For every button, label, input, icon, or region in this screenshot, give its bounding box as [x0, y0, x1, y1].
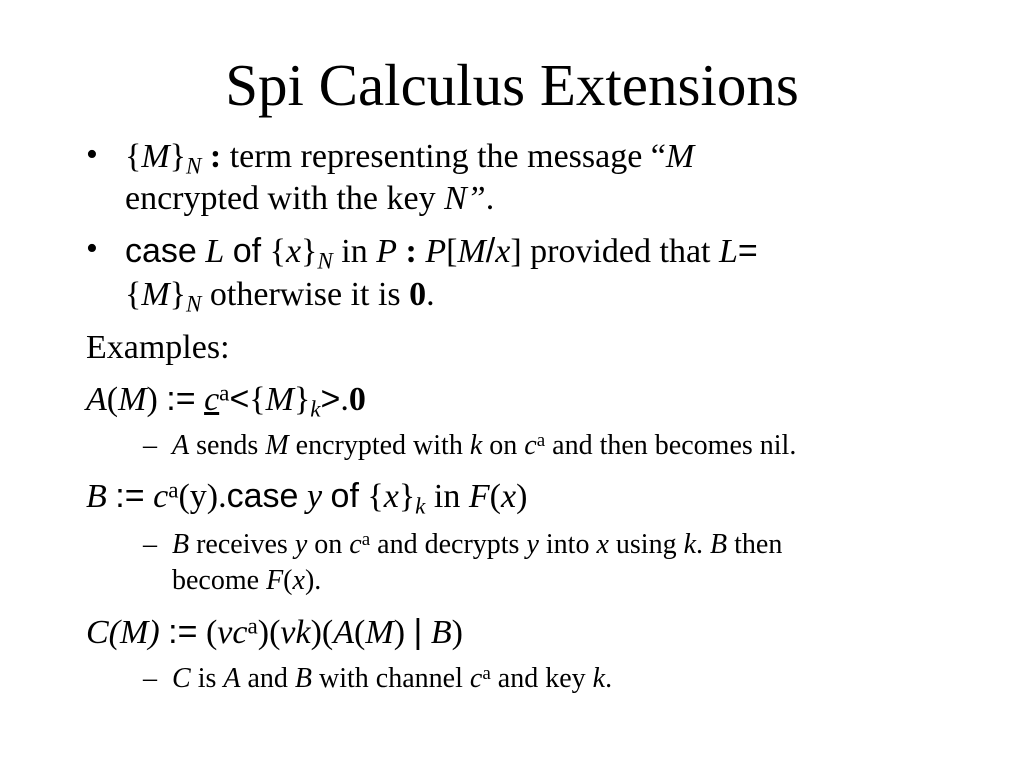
- text-run: k: [683, 529, 697, 560]
- text-run: sends: [189, 430, 266, 461]
- text-run: y: [526, 529, 539, 560]
- text-run: M: [457, 233, 486, 270]
- text-run: M: [265, 430, 289, 461]
- text-run: .: [485, 180, 495, 217]
- text-run: otherwise it is: [201, 276, 410, 313]
- text-run: case: [226, 477, 299, 515]
- text-run: }: [398, 478, 416, 515]
- text-run: (: [283, 565, 293, 596]
- text-run: [201, 138, 210, 175]
- text-run: ): [393, 614, 414, 651]
- text-run: A: [333, 614, 355, 651]
- text-run: a: [361, 529, 371, 551]
- text-run: become: [172, 565, 267, 596]
- text-run: }: [293, 381, 311, 418]
- text-run: <: [229, 380, 250, 418]
- text-run: }: [169, 138, 186, 175]
- text-run: C: [172, 663, 191, 694]
- text-run: C(M): [86, 614, 160, 651]
- description-b-line1: [172, 527, 782, 563]
- text-run: receives: [189, 529, 295, 560]
- text-run: M: [365, 614, 394, 651]
- text-run: B: [710, 529, 728, 560]
- text-run: ).: [304, 565, 322, 596]
- text-run: [224, 233, 233, 270]
- text-run: |: [413, 613, 423, 651]
- text-run: [397, 233, 406, 270]
- text-run: a: [168, 477, 179, 504]
- bullet2-line1: [125, 230, 758, 273]
- text-run: [: [446, 233, 458, 270]
- description-a: [172, 428, 796, 464]
- bullet-glyph: •: [86, 230, 98, 267]
- text-run: B: [86, 478, 107, 515]
- text-run: 0: [409, 276, 427, 313]
- text-run: B: [294, 663, 313, 694]
- text-run: 0: [348, 381, 366, 418]
- text-run: on: [482, 430, 525, 461]
- text-run: with channel: [312, 663, 470, 694]
- text-run: and decrypts: [370, 529, 527, 560]
- text-run: Examples:: [86, 329, 230, 366]
- text-run: x: [285, 233, 302, 270]
- description-b-line2: [172, 563, 321, 599]
- text-run: [298, 478, 307, 515]
- text-run: :=: [166, 380, 196, 418]
- text-run: a: [219, 380, 230, 407]
- text-run: x: [292, 565, 305, 596]
- text-run: .: [426, 276, 435, 313]
- text-run: c: [469, 663, 483, 694]
- description-c: [172, 661, 612, 697]
- text-run: {: [125, 138, 142, 175]
- text-run: {: [358, 478, 384, 515]
- text-run: [196, 381, 205, 418]
- text-run: (: [489, 478, 501, 515]
- text-run: k: [310, 396, 321, 423]
- text-run: A: [172, 430, 190, 461]
- text-run: vc: [217, 614, 248, 651]
- text-run: =: [737, 232, 758, 270]
- text-run: of: [232, 232, 262, 270]
- text-run: B: [172, 529, 190, 560]
- text-run: {: [261, 233, 286, 270]
- text-run: P: [376, 233, 398, 270]
- text-run: y: [294, 529, 308, 560]
- text-run: }: [301, 233, 318, 270]
- text-run: .: [605, 663, 613, 694]
- text-run: k: [469, 430, 483, 461]
- text-run: )(: [257, 614, 281, 651]
- text-run: (y).: [178, 478, 227, 515]
- text-run: c: [153, 478, 169, 515]
- text-run: P: [425, 233, 447, 270]
- dash-glyph: –: [143, 663, 157, 694]
- text-run: M: [665, 138, 695, 175]
- text-run: into: [538, 529, 597, 560]
- text-run: {: [125, 276, 142, 313]
- text-run: of: [330, 477, 359, 515]
- text-run: c: [349, 529, 362, 560]
- text-run: using: [608, 529, 684, 560]
- dash-glyph: –: [143, 430, 157, 461]
- text-run: c: [204, 381, 220, 418]
- text-run: :: [209, 138, 222, 175]
- bullet2-line2: [125, 274, 435, 316]
- text-run: ): [146, 381, 167, 418]
- text-run: in: [425, 478, 469, 515]
- text-run: L: [719, 233, 738, 270]
- text-run: x: [596, 529, 609, 560]
- dash-glyph: –: [143, 529, 157, 560]
- definition-c: [86, 611, 463, 654]
- text-run: [322, 478, 331, 515]
- text-run: x: [495, 233, 511, 270]
- bullet-glyph: •: [86, 136, 98, 173]
- text-run: [107, 478, 116, 515]
- text-run: :: [405, 233, 417, 270]
- text-run: c: [524, 430, 537, 461]
- text-run: [160, 614, 169, 651]
- text-run: y: [306, 478, 323, 515]
- text-run: [422, 614, 431, 651]
- text-run: {: [249, 381, 266, 418]
- text-run: N: [185, 291, 202, 318]
- examples-heading: [86, 327, 230, 369]
- text-run: A: [223, 663, 241, 694]
- text-run: k: [592, 663, 606, 694]
- text-run: >: [320, 380, 341, 418]
- text-run: M: [118, 381, 147, 418]
- text-run: encrypted with: [288, 430, 470, 461]
- text-run: a: [536, 430, 546, 452]
- text-run: a: [247, 613, 258, 640]
- text-run: k: [415, 493, 426, 520]
- text-run: N: [185, 153, 202, 180]
- text-run: M: [265, 381, 294, 418]
- text-run: x: [383, 478, 399, 515]
- text-run: F: [468, 478, 490, 515]
- text-run: .: [696, 529, 711, 560]
- text-run: A: [86, 381, 107, 418]
- bullet1-line1: [125, 136, 694, 178]
- text-run: .: [340, 381, 349, 418]
- definition-a: [86, 378, 366, 421]
- text-run: is: [190, 663, 224, 694]
- text-run: (: [197, 614, 218, 651]
- text-run: :=: [168, 613, 198, 651]
- text-run: )(: [310, 614, 334, 651]
- text-run: case: [125, 232, 197, 270]
- text-run: [145, 478, 154, 515]
- text-run: B: [430, 614, 452, 651]
- text-run: and: [240, 663, 295, 694]
- text-run: L: [205, 233, 225, 270]
- text-run: ): [451, 614, 463, 651]
- text-run: M: [141, 138, 170, 175]
- text-run: x: [500, 478, 517, 515]
- text-run: vk: [280, 614, 311, 651]
- text-run: in: [332, 233, 377, 270]
- text-run: ): [516, 478, 528, 515]
- text-run: N”: [444, 180, 486, 217]
- text-run: ] provided that: [510, 233, 719, 270]
- text-run: (: [106, 381, 119, 418]
- text-run: }: [169, 276, 186, 313]
- text-run: N: [317, 248, 333, 275]
- slide-title: Spi Calculus Extensions: [225, 52, 799, 118]
- text-run: term representing the message “: [221, 138, 666, 175]
- text-run: and key: [490, 663, 593, 694]
- text-run: a: [482, 663, 491, 685]
- bullet1-line2: [125, 178, 494, 220]
- text-run: F: [266, 565, 284, 596]
- text-run: (: [354, 614, 366, 651]
- text-run: /: [485, 232, 496, 270]
- text-run: encrypted with the key: [125, 180, 445, 217]
- text-run: on: [307, 529, 350, 560]
- text-run: and then becomes nil.: [545, 430, 797, 461]
- definition-b: [86, 475, 527, 518]
- text-run: M: [141, 276, 170, 313]
- text-run: :=: [115, 477, 145, 515]
- text-run: then: [727, 529, 783, 560]
